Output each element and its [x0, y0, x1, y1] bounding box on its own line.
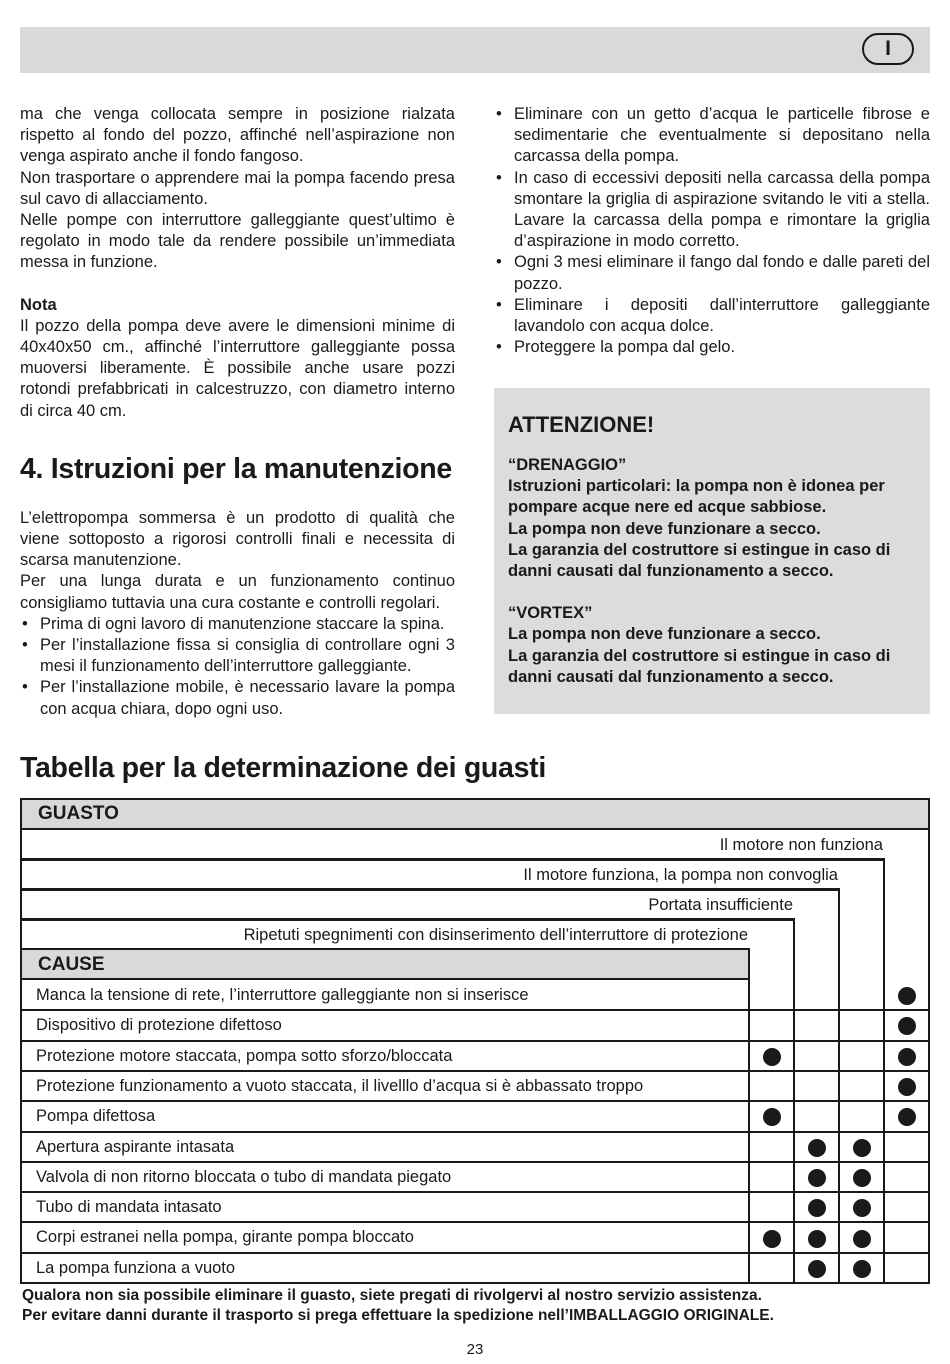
cause-label: Dispositivo di protezione difettoso	[36, 1016, 282, 1035]
fault-row-rule	[20, 888, 840, 890]
fault-label: Ripetuti spegnimenti con disinserimento dell’interruttore di protezione	[243, 926, 748, 944]
page-number: 23	[466, 1341, 484, 1358]
list-item: • Ogni 3 mesi eliminare il fango dal fondo e dalle pareti del pozzo.	[494, 252, 930, 294]
table-title: Tabella per la determinazione dei guasti	[20, 752, 546, 784]
warning-line: “VORTEX”	[508, 604, 593, 623]
warning-line: La garanzia del costruttore si estingue in caso di danni causati dal funzionamento a secco.	[508, 540, 891, 581]
fault-mark-dot	[898, 1017, 916, 1035]
warning-box	[494, 388, 930, 714]
header-bar	[20, 27, 930, 73]
fault-mark-dot	[898, 1108, 916, 1126]
cause-label: Tubo di mandata intasato	[36, 1198, 222, 1217]
paragraph: Nelle pompe con interruttore galleggiante quest’ultimo è regolato in modo tale da rendere possibile un’immediata messa in funzione.	[20, 211, 455, 272]
fault-header-bg	[20, 798, 930, 829]
warning-line: Istruzioni particolari: la pompa non è idonea per pompare acque nere ed acque sabbiose.	[508, 477, 885, 517]
paragraph: Non trasportare o apprendere mai la pompa facendo presa sul cavo di allacciamento.	[20, 168, 455, 208]
fault-row-rule	[20, 858, 885, 860]
paragraph: L’elettropompa sommersa è un prodotto di qualità che viene sottoposto a rigorosi controlli finali e necessita di scarsa manutenzione.	[20, 508, 455, 570]
cause-label: Protezione motore staccata, pompa sotto sforzo/bloccata	[36, 1046, 453, 1065]
warning-line: La pompa non deve funzionare a secco.	[508, 519, 821, 538]
language-badge: I	[862, 33, 914, 65]
fault-mark-dot	[898, 1048, 916, 1066]
fault-mark-dot	[808, 1139, 826, 1157]
fault-mark-dot	[853, 1230, 871, 1248]
column-rule	[748, 948, 750, 1284]
maintenance-list	[20, 614, 455, 720]
left-column	[20, 104, 455, 720]
fault-mark-dot	[808, 1169, 826, 1187]
fault-row-rule	[20, 948, 750, 950]
warning-body	[508, 455, 916, 688]
right-column	[494, 104, 930, 358]
fault-label: Il motore non funziona	[719, 836, 883, 854]
section-title: 4. Istruzioni per la manutenzione	[20, 452, 452, 485]
cause-label: Corpi estranei nella pompa, girante pompa bloccato	[36, 1228, 414, 1247]
fault-mark-dot	[853, 1169, 871, 1187]
fault-mark-dot	[763, 1108, 781, 1126]
list-item: • Prima di ogni lavoro di manutenzione staccare la spina.	[20, 614, 455, 635]
cause-label: Manca la tensione di rete, l’interruttore galleggiante non si inserisce	[36, 986, 529, 1004]
column-rule	[838, 888, 840, 1284]
warning-title: ATTENZIONE!	[508, 412, 655, 437]
cause-label: Valvola di non ritorno bloccata o tubo di mandata piegato	[36, 1167, 452, 1186]
footer-note	[22, 1286, 774, 1325]
warning-line: “DRENAGGIO”	[508, 456, 627, 474]
fault-header-rule	[20, 828, 930, 830]
note-text: Il pozzo della pompa deve avere le dimensioni minime di 40x40x50 cm., affinché l’interruttore galleggiante possa muoversi liberamente. È possibile anche usare pozzi rotondi prefabbricati in calcestruzzo, con diametro interno di circa 40 cm.	[20, 316, 455, 420]
fault-mark-dot	[853, 1260, 871, 1278]
fault-mark-dot	[853, 1199, 871, 1217]
table-row-rule	[20, 1100, 930, 1102]
maintenance-list-continued	[494, 104, 930, 358]
list-item: • In caso di eccessivi depositi nella carcassa della pompa smontare la griglia di aspirazione svitando le viti a stella. Lavare la carcassa della pompa e rimontare la griglia d’aspirazione in modo corretto.	[494, 168, 930, 253]
fault-table	[20, 798, 930, 1284]
note-title: Nota	[20, 295, 57, 314]
warning-line: La pompa non deve funzionare a secco.	[508, 625, 821, 644]
list-item: • Eliminare con un getto d’acqua le particelle fibrose e sedimentarie che eventualmente si depositano nella carcassa della pompa.	[494, 104, 930, 168]
warning-line: La garanzia del costruttore si estingue in caso di danni causati dal funzionamento a secco.	[508, 646, 891, 686]
fault-mark-dot	[808, 1260, 826, 1278]
fault-header: GUASTO	[38, 803, 119, 824]
table-border-top	[20, 798, 930, 800]
fault-mark-dot	[853, 1139, 871, 1157]
cause-label: Protezione funzionamento a vuoto staccata, il livelllo d’acqua si è abbassato troppo	[36, 1076, 644, 1095]
cause-label: Apertura aspirante intasata	[36, 1137, 235, 1156]
list-item: • Proteggere la pompa dal gelo.	[494, 337, 930, 358]
list-item: • Eliminare i depositi dall’interruttore galleggiante lavandolo con acqua dolce.	[494, 295, 930, 337]
warning-spacer	[508, 582, 916, 603]
cause-header: CAUSE	[38, 954, 105, 975]
cause-label: Pompa difettosa	[36, 1107, 156, 1126]
fault-mark-dot	[763, 1048, 781, 1066]
cause-header-bg	[20, 950, 748, 980]
fault-mark-dot	[898, 1078, 916, 1096]
paragraph: Per una lunga durata e un funzionamento continuo consigliamo tuttavia una cura costante e controlli regolari.	[20, 572, 455, 612]
list-item: • Per l’installazione mobile, è necessario lavare la pompa con acqua chiara, dopo ogni uso.	[20, 677, 455, 719]
fault-mark-dot	[808, 1199, 826, 1217]
cause-label: La pompa funziona a vuoto	[36, 1258, 236, 1277]
footer-line: Qualora non sia possibile eliminare il guasto, siete pregati di rivolgervi al nostro servizio assistenza.	[22, 1287, 762, 1304]
fault-row-rule	[20, 918, 795, 920]
list-item: • Per l’installazione fissa si consiglia di controllare ogni 3 mesi il funzionamento dell’interruttore galleggiante.	[20, 635, 455, 677]
footer-line: Per evitare danni durante il trasporto si prega effettuare la spedizione nell’IMBALLAGGIO ORIGINALE.	[22, 1306, 774, 1324]
fault-label: Il motore funziona, la pompa non convoglia	[523, 866, 838, 884]
fault-mark-dot	[808, 1230, 826, 1248]
fault-label: Portata insufficiente	[648, 896, 793, 914]
fault-mark-dot	[763, 1230, 781, 1248]
paragraph: ma che venga collocata sempre in posizione rialzata rispetto al fondo del pozzo, affinché nell’aspirazione non venga aspirato anche il fondo fangoso.	[20, 105, 455, 166]
fault-mark-dot	[898, 987, 916, 1005]
